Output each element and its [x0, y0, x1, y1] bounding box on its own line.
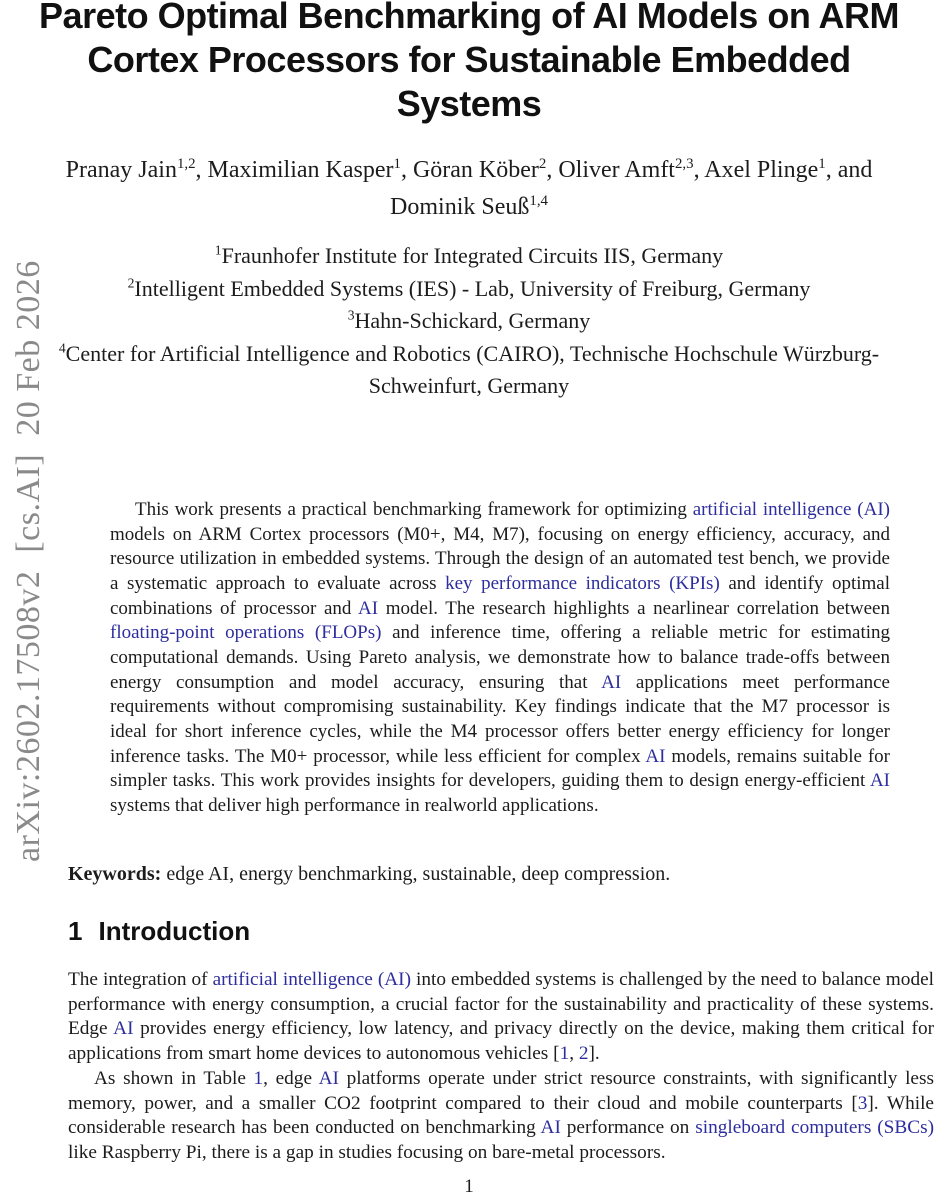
affiliations-block	[4, 240, 934, 403]
inline-link[interactable]: 1	[253, 1068, 264, 1089]
superscript-marker: 1,2	[176, 156, 196, 172]
section-number: 1	[68, 916, 83, 946]
text-segment: This work presents a practical benchmarking framework for optimizing	[135, 499, 693, 520]
superscript-marker: 2	[538, 156, 547, 172]
text-segment: and inference time, offering a reliable metric for estimating computational demands. Using Pareto analysis, we demonstrate how to balance trade-offs between energy consumption and model accuracy, ensuring that	[110, 622, 890, 693]
text-segment: into embedded systems is challenged by the need to balance model performance with energy consumption, a crucial factor for the sustainability and practicality of these systems. Edge	[68, 969, 934, 1040]
intro-paragraph-1	[68, 968, 934, 1066]
section-heading-introduction	[68, 916, 933, 947]
keywords-label: Keywords:	[68, 863, 162, 885]
text-segment: ,	[569, 1042, 579, 1064]
text-segment: systems that deliver high performance in realworld applications.	[110, 794, 599, 816]
inline-link[interactable]: AI	[645, 745, 666, 767]
text-segment: , Oliver Amft	[546, 157, 675, 183]
superscript-marker: 1	[818, 156, 826, 172]
text-segment: model. The research highlights a nearlinear correlation between	[378, 597, 890, 619]
text-segment: performance on	[560, 1117, 696, 1139]
text-segment: like Raspberry Pi, there is a gap in studies focusing on bare-metal processors.	[68, 1141, 666, 1163]
inline-link[interactable]: 3	[857, 1092, 868, 1114]
text-segment: As shown in Table	[94, 1068, 254, 1089]
inline-link[interactable]: AI	[540, 1117, 561, 1139]
text-segment: , Axel Plinge	[693, 157, 819, 183]
text-segment: models, remains suitable for simpler tasks. This work provides insights for developers, guiding them to design energy-efficient	[110, 745, 890, 792]
text-segment: , Göran Köber	[400, 157, 539, 183]
superscript-marker: 1	[214, 242, 222, 258]
inline-link[interactable]: AI	[113, 1018, 134, 1040]
text-segment: platforms operate under strict resource constraints, with significantly less memory, power, and a smaller CO2 footprint compared to their cloud and mobile counterparts [	[68, 1068, 934, 1114]
superscript-marker: 1	[393, 156, 401, 172]
inline-link[interactable]: floating-point operations (FLOPs)	[110, 622, 382, 644]
text-segment: ].	[588, 1042, 600, 1064]
affiliation-3	[4, 305, 934, 338]
superscript-marker: 3	[347, 307, 355, 323]
keywords-line	[68, 862, 933, 887]
inline-link[interactable]: key performance indicators (KPIs)	[445, 572, 720, 594]
inline-link[interactable]: AI	[601, 671, 622, 693]
text-segment: and identify optimal combinations of processor and	[110, 572, 891, 619]
affiliation-2	[4, 273, 934, 306]
inline-link[interactable]: 2	[578, 1042, 589, 1064]
inline-link[interactable]: artificial intelligence (AI)	[692, 499, 890, 520]
page-number: 1	[464, 1176, 474, 1197]
text-segment: , and Dominik Seuß	[390, 157, 873, 220]
text-segment: models on ARM Cortex processors (M0+, M4, M7), focusing on energy efficiency, accuracy, and resource utilization in embedded systems. Through the design of an automated test bench, we provide a systematic approach to evaluate across	[110, 523, 890, 594]
text-segment: Pranay Jain	[65, 157, 177, 183]
inline-link[interactable]: artificial intelligence (AI)	[212, 969, 412, 990]
keywords-text: edge AI, energy benchmarking, sustainable, deep compression.	[161, 863, 671, 885]
intro-paragraph-2	[68, 1067, 934, 1165]
arxiv-watermark: arXiv:2602.17508v2 [cs.AI] 20 Feb 2026	[10, 260, 47, 862]
author-line	[59, 152, 879, 226]
text-segment: , edge	[263, 1068, 319, 1089]
affiliation-4	[4, 338, 934, 403]
inline-link[interactable]: 1	[559, 1042, 570, 1064]
inline-link[interactable]: AI	[318, 1068, 339, 1089]
abstract-paragraph	[110, 498, 890, 819]
inline-link[interactable]: AI	[869, 770, 890, 792]
superscript-marker: 4	[58, 340, 66, 356]
section-title: Introduction	[98, 916, 251, 946]
affiliation-1	[4, 240, 934, 273]
text-segment: Center for Artificial Intelligence and Robotics (CAIRO), Technische Hochschule Würzburg-Schweinfurt, Germany	[65, 340, 880, 398]
superscript-marker: 2	[127, 275, 135, 291]
text-segment: The integration of	[68, 969, 213, 990]
text-segment: ]. While considerable research has been conducted on benchmarking	[68, 1092, 934, 1139]
paper-title: Pareto Optimal Benchmarking of AI Models on ARM Cortex Processors for Sustainable Embedded Systems	[39, 0, 899, 124]
text-segment: applications meet performance requirements without compromising sustainability. Key findings indicate that the M7 processor is ideal for short inference cycles, while the M4 processor offers better energy efficiency for longer inference tasks. The M0+ processor, while less efficient for complex	[110, 671, 890, 767]
text-segment: Fraunhofer Institute for Integrated Circuits IIS, Germany	[221, 243, 724, 268]
text-segment: , Maximilian Kasper	[195, 157, 394, 183]
text-segment: provides energy efficiency, low latency, and privacy directly on the device, making them critical for applications from smart home devices to autonomous vehicles [	[68, 1018, 935, 1064]
superscript-marker: 2,3	[674, 156, 694, 172]
superscript-marker: 1,4	[529, 193, 548, 209]
text-segment: Intelligent Embedded Systems (IES) - Lab, University of Freiburg, Germany	[134, 275, 811, 301]
text-segment: Hahn-Schickard, Germany	[354, 308, 591, 333]
inline-link[interactable]: AI	[358, 597, 379, 619]
inline-link[interactable]: singleboard computers (SBCs)	[695, 1117, 934, 1139]
